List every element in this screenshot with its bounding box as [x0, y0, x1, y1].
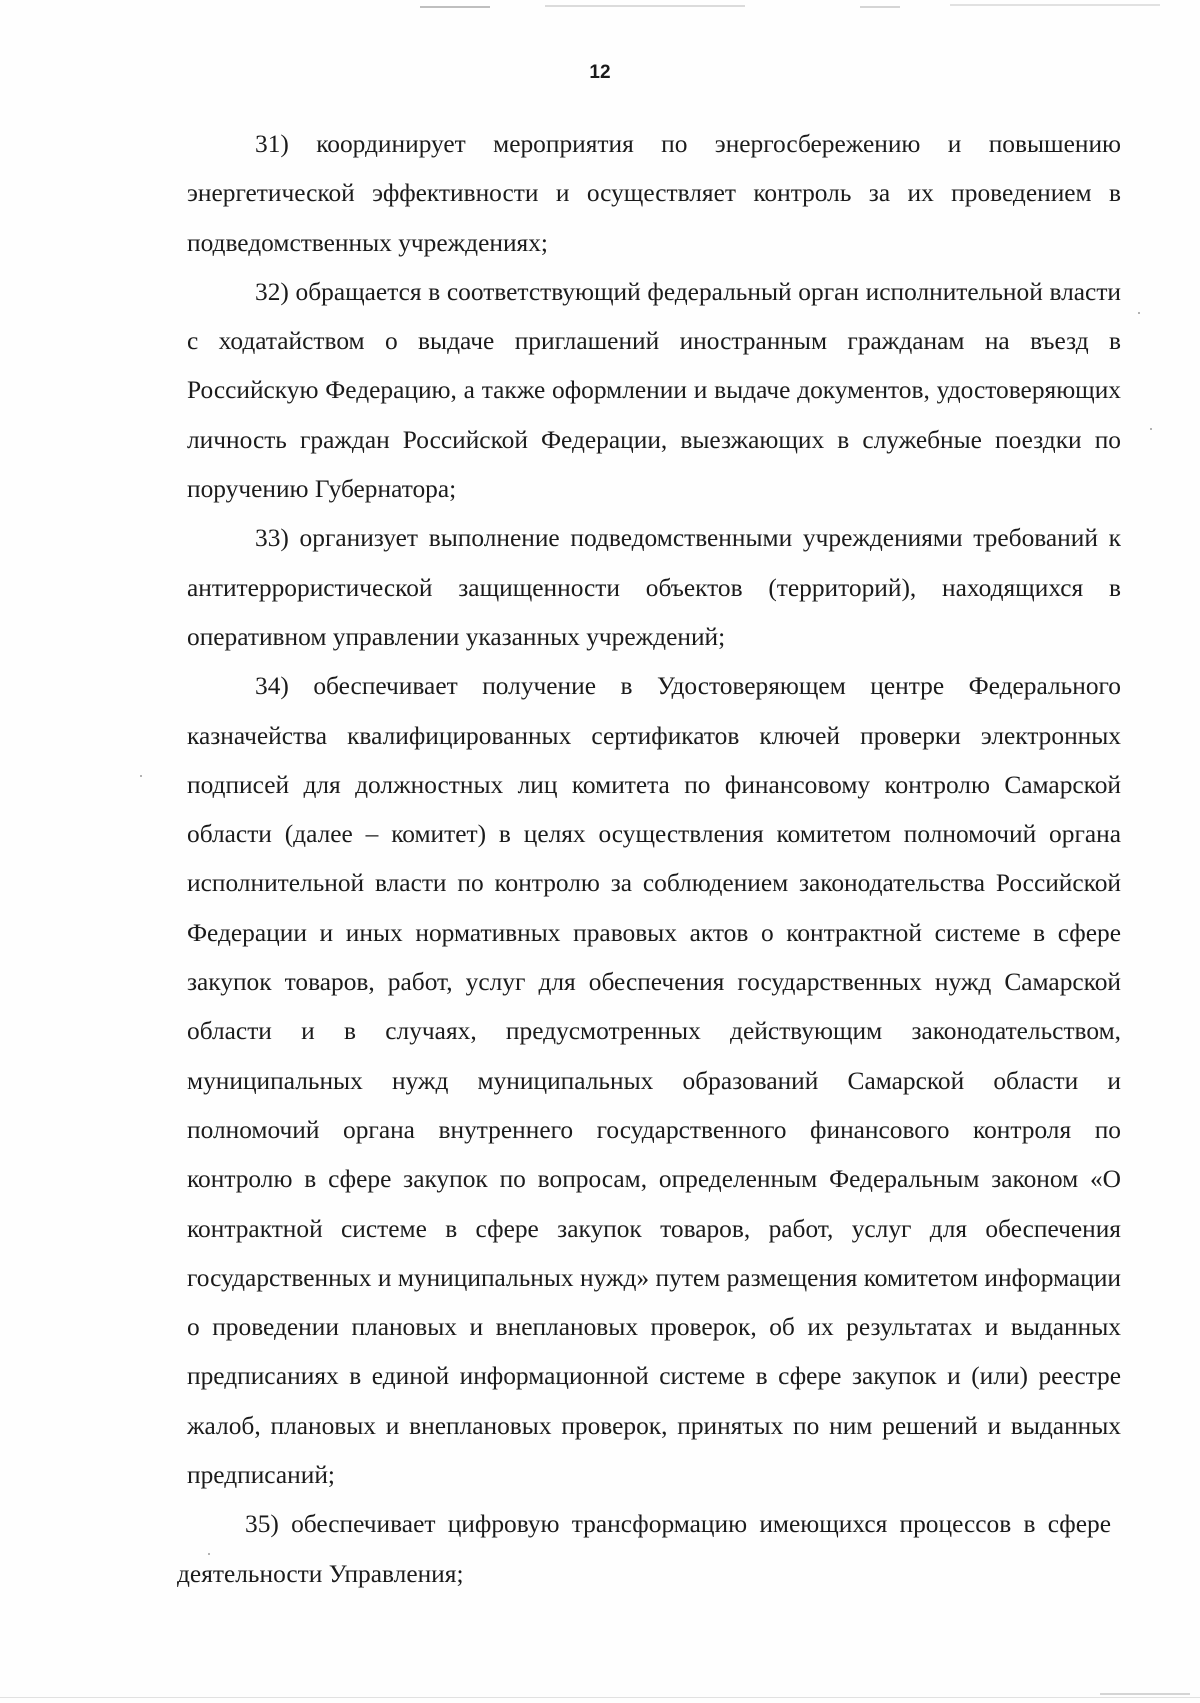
- paragraph-32: 32) обращается в соответствующий федеральный орган исполнительной власти с ходатайством о выдаче приглашений иностранным гражданам на въезд в Российскую Федерацию, а также оформлении и выдаче документов, удостоверяющих личность граждан Российской Федерации, выезжающих в служебные поездки по поручению Губернатора;: [187, 277, 1121, 504]
- scan-artifact-top: [420, 6, 490, 8]
- scan-speck: [140, 775, 142, 777]
- scan-speck: [1150, 428, 1152, 430]
- scan-artifact-top: [860, 6, 900, 8]
- scan-artifact-top: [950, 4, 1160, 6]
- document-body: [177, 120, 1121, 1599]
- scan-artifact-top: [545, 5, 745, 7]
- paragraph-31: 31) координирует мероприятия по энергосбережению и повышению энергетической эффективности и осуществляет контроль за их проведением в подведомственных учреждениях;: [187, 130, 1121, 257]
- paragraph-34: 34) обеспечивает получение в Удостоверяющем центре Федерального казначейства квалифицированных сертификатов ключей проверки электронных подписей для должностных лиц комитета по финансовому контролю Самарской области (далее – комитет) в целях осуществления комитетом полномочий органа исполнительной власти по контролю за соблюдением законодательства Российской Федерации и иных нормативных правовых актов о контрактной системе в сфере закупок товаров, работ, услуг для обеспечения государственных нужд Самарской области и в случаях, предусмотренных действующим законодательством, муниципальных нужд муниципальных образований Самарской области и полномочий органа внутреннего государственного финансового контроля по контролю в сфере закупок по вопросам, определенным Федеральным законом «О контрактной системе в сфере закупок товаров, работ, услуг для обеспечения государственных и муниципальных нужд» путем размещения комитетом информации о проведении плановых и внеплановых проверок, об их результатах и выданных предписаниях в единой информационной системе в сфере закупок и (или) реестре жалоб, плановых и внеплановых проверок, принятых по ним решений и выданных предписаний;: [187, 672, 1121, 1490]
- paragraph-33: 33) организует выполнение подведомственными учреждениями требований к антитеррористической защищенности объектов (территорий), находящихся в оперативном управлении указанных учреждений;: [187, 524, 1121, 651]
- paragraph-35: 35) обеспечивает цифровую трансформацию имеющихся процессов в сфере деятельности Управления;: [177, 1510, 1111, 1588]
- page-number: 12: [589, 62, 611, 83]
- scan-artifact-bottom: [0, 1697, 1200, 1698]
- scan-speck: [1138, 312, 1140, 314]
- scan-artifact-bottom: [1100, 1693, 1190, 1695]
